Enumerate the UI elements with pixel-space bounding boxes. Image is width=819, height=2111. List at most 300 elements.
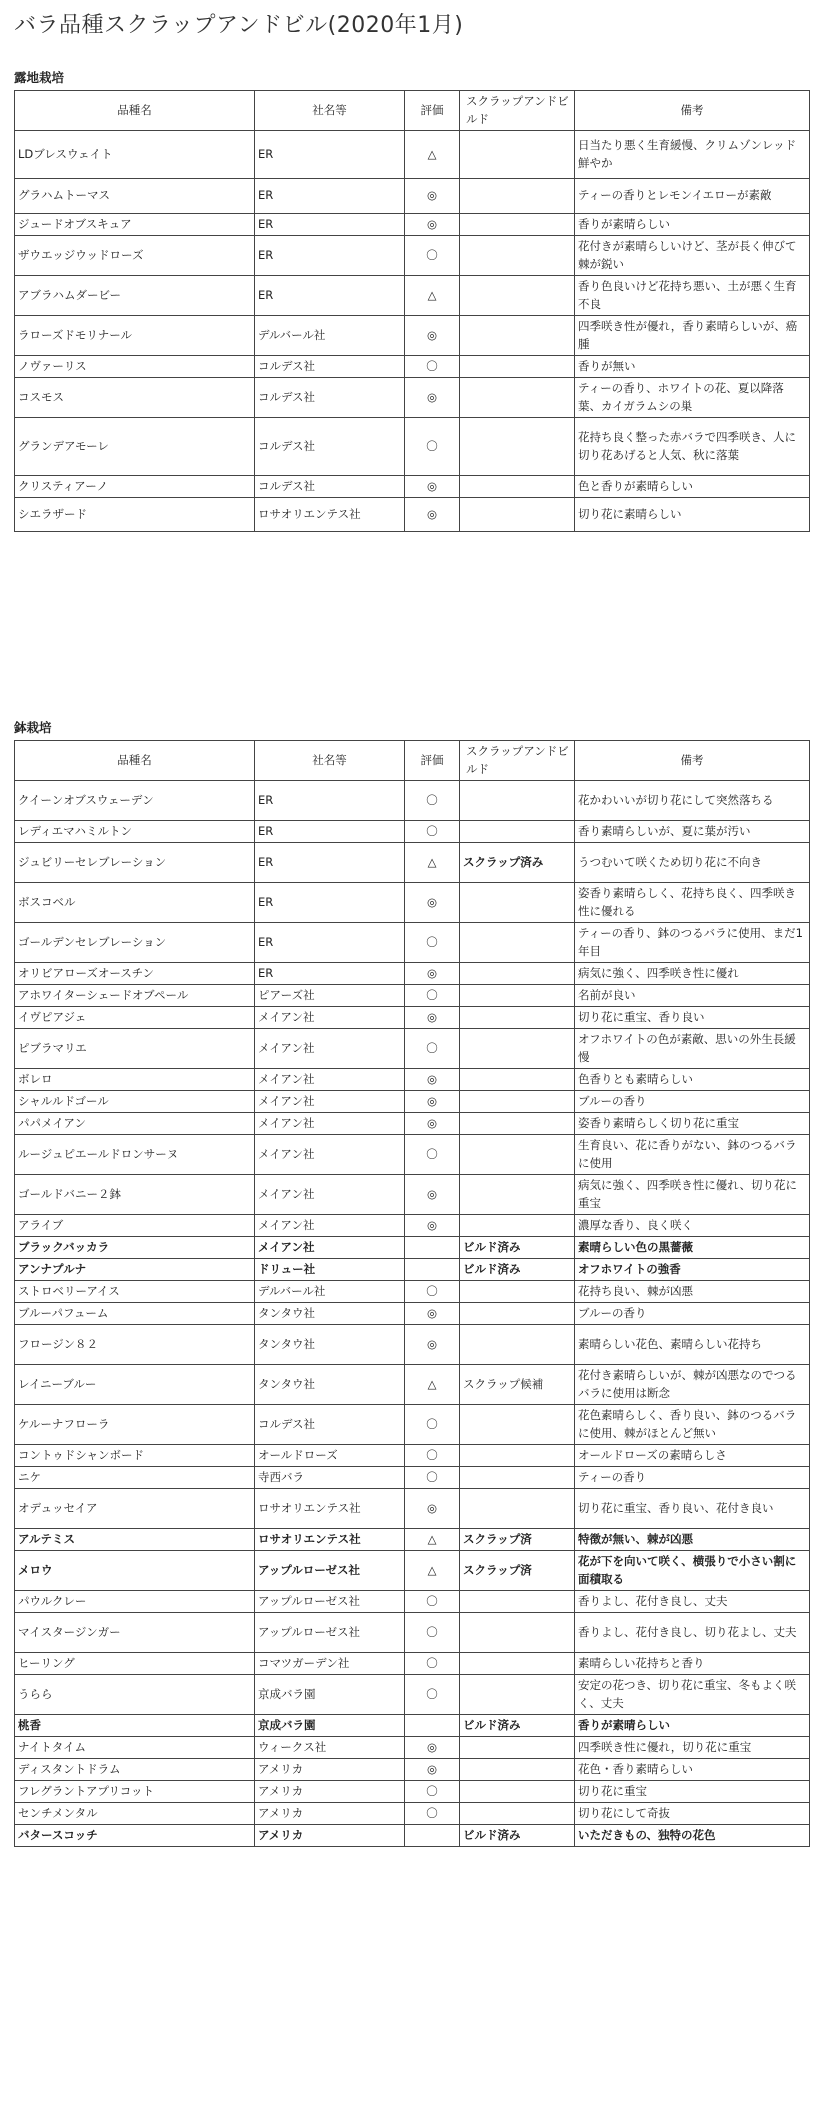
variety-name-cell: オデュッセイア [15, 1489, 255, 1529]
pot-header-row [15, 741, 810, 781]
company-cell: メイアン社 [255, 1215, 405, 1237]
note-cell: 名前が良い [575, 985, 810, 1007]
rating-cell: 〇 [405, 1653, 460, 1675]
company-cell: ER [255, 963, 405, 985]
rating-cell: ◎ [405, 1007, 460, 1029]
company-cell: ER [255, 843, 405, 883]
rating-cell: ◎ [405, 378, 460, 418]
rating-cell: △ [405, 276, 460, 316]
rating-cell: ◎ [405, 1759, 460, 1781]
table-row [15, 883, 810, 923]
note-cell: 切り花にして奇抜 [575, 1803, 810, 1825]
variety-name-cell: メロウ [15, 1551, 255, 1591]
note-cell: 花付き素晴らしいが、棘が凶悪なのでつるバラに使用は断念 [575, 1365, 810, 1405]
variety-name-cell: ボスコベル [15, 883, 255, 923]
scrap-build-cell [460, 1781, 575, 1803]
header-scrap-build: スクラップアンドビルド [460, 741, 575, 781]
table-row [15, 356, 810, 378]
rating-cell: ◎ [405, 179, 460, 214]
note-cell: 特徴が無い、棘が凶悪 [575, 1529, 810, 1551]
company-cell: メイアン社 [255, 1237, 405, 1259]
note-cell: 病気に強く、四季咲き性に優れ、切り花に重宝 [575, 1175, 810, 1215]
rating-cell: ◎ [405, 1175, 460, 1215]
company-cell: ドリュー社 [255, 1259, 405, 1281]
company-cell: メイアン社 [255, 1175, 405, 1215]
company-cell: タンタウ社 [255, 1303, 405, 1325]
table-row [15, 179, 810, 214]
variety-name-cell: シャルルドゴール [15, 1091, 255, 1113]
rating-cell: 〇 [405, 1675, 460, 1715]
scrap-build-cell: スクラップ済 [460, 1529, 575, 1551]
scrap-build-cell [460, 1759, 575, 1781]
company-cell: ER [255, 214, 405, 236]
note-cell: ティーの香り、ホワイトの花、夏以降落葉、カイガラムシの巣 [575, 378, 810, 418]
table-row [15, 1281, 810, 1303]
rating-cell: ◎ [405, 498, 460, 532]
company-cell: アップルローゼス社 [255, 1613, 405, 1653]
table-row [15, 1325, 810, 1365]
rating-cell: 〇 [405, 356, 460, 378]
table-row [15, 1551, 810, 1591]
rating-cell: ◎ [405, 316, 460, 356]
table-row [15, 781, 810, 821]
note-cell: 香りが無い [575, 356, 810, 378]
table-row [15, 1029, 810, 1069]
variety-name-cell: ジュードオブスキュア [15, 214, 255, 236]
scrap-build-cell [460, 1325, 575, 1365]
note-cell: 病気に強く、四季咲き性に優れ [575, 963, 810, 985]
variety-name-cell: アンナプルナ [15, 1259, 255, 1281]
variety-name-cell: ニケ [15, 1467, 255, 1489]
variety-name-cell: ブルーパフューム [15, 1303, 255, 1325]
rating-cell: 〇 [405, 1029, 460, 1069]
variety-name-cell: レイニーブルー [15, 1365, 255, 1405]
rating-cell: ◎ [405, 1737, 460, 1759]
table-row [15, 131, 810, 179]
variety-name-cell: センチメンタル [15, 1803, 255, 1825]
variety-name-cell: ピブラマリエ [15, 1029, 255, 1069]
page-title: バラ品種スクラップアンドビル(2020年1月) [14, 13, 464, 38]
variety-name-cell: ヒーリング [15, 1653, 255, 1675]
note-cell: 香りよし、花付き良し、丈夫 [575, 1591, 810, 1613]
note-cell: 切り花に重宝 [575, 1781, 810, 1803]
variety-name-cell: アホワイターシェードオブペール [15, 985, 255, 1007]
scrap-build-cell [460, 821, 575, 843]
company-cell: ER [255, 923, 405, 963]
variety-name-cell: コスモス [15, 378, 255, 418]
table-row [15, 1759, 810, 1781]
scrap-build-cell [460, 1175, 575, 1215]
rating-cell: △ [405, 1529, 460, 1551]
note-cell: 素晴らしい色の黒薔薇 [575, 1237, 810, 1259]
scrap-build-cell [460, 1489, 575, 1529]
rating-cell: 〇 [405, 985, 460, 1007]
rating-cell: △ [405, 843, 460, 883]
table-row [15, 1405, 810, 1445]
note-cell: うつむいて咲くため切り花に不向き [575, 843, 810, 883]
table-row [15, 418, 810, 476]
note-cell: 香りよし、花付き良し、切り花よし、丈夫 [575, 1613, 810, 1653]
variety-name-cell: シエラザード [15, 498, 255, 532]
table-row [15, 476, 810, 498]
variety-name-cell: パパメイアン [15, 1113, 255, 1135]
table-row [15, 1653, 810, 1675]
scrap-build-cell [460, 1215, 575, 1237]
note-cell: 四季咲き性に優れ，切り花に重宝 [575, 1737, 810, 1759]
scrap-build-cell [460, 316, 575, 356]
rating-cell: 〇 [405, 1445, 460, 1467]
table-row [15, 1007, 810, 1029]
scrap-build-cell: ビルド済み [460, 1237, 575, 1259]
rating-cell: ◎ [405, 883, 460, 923]
header-note: 備考 [575, 741, 810, 781]
rating-cell: △ [405, 1365, 460, 1405]
scrap-build-cell: スクラップ済 [460, 1551, 575, 1591]
note-cell: 日当たり悪く生育緩慢、クリムゾンレッド鮮やか [575, 131, 810, 179]
table-row [15, 1135, 810, 1175]
header-company: 社名等 [255, 741, 405, 781]
rating-cell [405, 1237, 460, 1259]
company-cell: ER [255, 236, 405, 276]
scrap-build-cell [460, 131, 575, 179]
table-row [15, 923, 810, 963]
company-cell: メイアン社 [255, 1091, 405, 1113]
rating-cell: 〇 [405, 781, 460, 821]
table-row [15, 498, 810, 532]
table-row [15, 214, 810, 236]
table-row [15, 1175, 810, 1215]
variety-name-cell: イヴピアジェ [15, 1007, 255, 1029]
note-cell: 香り色良いけど花持ち悪い、土が悪く生育不良 [575, 276, 810, 316]
variety-name-cell: クリスティアーノ [15, 476, 255, 498]
variety-name-cell: パウルクレー [15, 1591, 255, 1613]
variety-name-cell: レディエマハミルトン [15, 821, 255, 843]
variety-name-cell: ゴールデンセレブレーション [15, 923, 255, 963]
scrap-build-cell [460, 1029, 575, 1069]
table-row [15, 1613, 810, 1653]
note-cell: 四季咲き性が優れ，香り素晴らしいが、癌腫 [575, 316, 810, 356]
scrap-build-cell [460, 1135, 575, 1175]
rating-cell: 〇 [405, 923, 460, 963]
variety-name-cell: ラローズドモリナール [15, 316, 255, 356]
note-cell: 切り花に素晴らしい [575, 498, 810, 532]
note-cell: 切り花に重宝、香り良い、花付き良い [575, 1489, 810, 1529]
header-rating: 評価 [405, 741, 460, 781]
company-cell: メイアン社 [255, 1029, 405, 1069]
note-cell: 色と香りが素晴らしい [575, 476, 810, 498]
scrap-build-cell: ビルド済み [460, 1715, 575, 1737]
table-row [15, 1365, 810, 1405]
variety-name-cell: ルージュピエールドロンサーヌ [15, 1135, 255, 1175]
rating-cell: 〇 [405, 1467, 460, 1489]
note-cell: いただきもの、独特の花色 [575, 1825, 810, 1847]
header-scrap-build: スクラップアンドビルド [460, 91, 575, 131]
scrap-build-cell [460, 476, 575, 498]
table-row [15, 985, 810, 1007]
variety-name-cell: アライブ [15, 1215, 255, 1237]
variety-name-cell: ザウエッジウッドローズ [15, 236, 255, 276]
table-row [15, 1825, 810, 1847]
rating-cell: 〇 [405, 1781, 460, 1803]
note-cell: 濃厚な香り、良く咲く [575, 1215, 810, 1237]
note-cell: ティーの香り [575, 1467, 810, 1489]
variety-name-cell: LDブレスウェイト [15, 131, 255, 179]
table-row [15, 378, 810, 418]
outdoor-header-row [15, 91, 810, 131]
rating-cell: ◎ [405, 214, 460, 236]
company-cell: ウィークス社 [255, 1737, 405, 1759]
variety-name-cell: コントゥドシャンボード [15, 1445, 255, 1467]
note-cell: ブルーの香り [575, 1303, 810, 1325]
rating-cell: ◎ [405, 1069, 460, 1091]
company-cell: アップルローゼス社 [255, 1591, 405, 1613]
scrap-build-cell [460, 1405, 575, 1445]
header-name: 品種名 [15, 91, 255, 131]
table-row [15, 276, 810, 316]
table-row [15, 1303, 810, 1325]
table-row [15, 1113, 810, 1135]
rating-cell [405, 1825, 460, 1847]
table-row [15, 1467, 810, 1489]
variety-name-cell: ゴールドバニー２鉢 [15, 1175, 255, 1215]
rating-cell: △ [405, 131, 460, 179]
variety-name-cell: ディスタントドラム [15, 1759, 255, 1781]
company-cell: ER [255, 276, 405, 316]
scrap-build-cell [460, 1303, 575, 1325]
company-cell: 京成バラ園 [255, 1715, 405, 1737]
note-cell: 色香りとも素晴らしい [575, 1069, 810, 1091]
table-row [15, 1237, 810, 1259]
scrap-build-cell [460, 214, 575, 236]
company-cell: ER [255, 821, 405, 843]
table-row [15, 316, 810, 356]
note-cell: 香りが素晴らしい [575, 1715, 810, 1737]
company-cell: メイアン社 [255, 1135, 405, 1175]
variety-name-cell: ボレロ [15, 1069, 255, 1091]
note-cell: オールドローズの素晴らしさ [575, 1445, 810, 1467]
scrap-build-cell [460, 1281, 575, 1303]
note-cell: 花色・香り素晴らしい [575, 1759, 810, 1781]
company-cell: メイアン社 [255, 1069, 405, 1091]
table-row [15, 1069, 810, 1091]
variety-name-cell: ブラックバッカラ [15, 1237, 255, 1259]
company-cell: デルバール社 [255, 1281, 405, 1303]
rating-cell: ◎ [405, 1215, 460, 1237]
rating-cell: △ [405, 1551, 460, 1591]
rating-cell [405, 1715, 460, 1737]
variety-name-cell: アルテミス [15, 1529, 255, 1551]
company-cell: コルデス社 [255, 1405, 405, 1445]
note-cell: 花色素晴らしく、香り良い、鉢のつるバラに使用、棘がほとんど無い [575, 1405, 810, 1445]
note-cell: 花付きが素晴らしいけど、茎が長く伸びて棘が鋭い [575, 236, 810, 276]
pot-table [14, 740, 810, 1847]
company-cell: アメリカ [255, 1825, 405, 1847]
scrap-build-cell [460, 1091, 575, 1113]
scrap-build-cell [460, 1653, 575, 1675]
company-cell: ピアーズ社 [255, 985, 405, 1007]
rating-cell: ◎ [405, 963, 460, 985]
table-row [15, 1675, 810, 1715]
scrap-build-cell: スクラップ済み [460, 843, 575, 883]
pot-section-title: 鉢栽培 [14, 720, 52, 735]
variety-name-cell: ナイトタイム [15, 1737, 255, 1759]
scrap-build-cell: スクラップ候補 [460, 1365, 575, 1405]
note-cell: ブルーの香り [575, 1091, 810, 1113]
scrap-build-cell [460, 1007, 575, 1029]
variety-name-cell: ストロベリーアイス [15, 1281, 255, 1303]
scrap-build-cell [460, 1675, 575, 1715]
note-cell: 生育良い、花に香りがない、鉢のつるバラに使用 [575, 1135, 810, 1175]
variety-name-cell: クイーンオブスウェーデン [15, 781, 255, 821]
scrap-build-cell: ビルド済み [460, 1825, 575, 1847]
note-cell: 素晴らしい花色、素晴らしい花持ち [575, 1325, 810, 1365]
table-row [15, 1259, 810, 1281]
note-cell: 姿香り素晴らしく、花持ち良く、四季咲き性に優れる [575, 883, 810, 923]
company-cell: 京成バラ園 [255, 1675, 405, 1715]
scrap-build-cell [460, 1445, 575, 1467]
company-cell: アメリカ [255, 1759, 405, 1781]
header-name: 品種名 [15, 741, 255, 781]
table-row [15, 236, 810, 276]
table-row [15, 1591, 810, 1613]
scrap-build-cell [460, 276, 575, 316]
scrap-build-cell [460, 1613, 575, 1653]
company-cell: コマツガーデン社 [255, 1653, 405, 1675]
outdoor-table [14, 90, 810, 532]
rating-cell: 〇 [405, 1135, 460, 1175]
variety-name-cell: うらら [15, 1675, 255, 1715]
scrap-build-cell [460, 1467, 575, 1489]
rating-cell: ◎ [405, 476, 460, 498]
rating-cell: 〇 [405, 1613, 460, 1653]
company-cell: メイアン社 [255, 1113, 405, 1135]
scrap-build-cell [460, 498, 575, 532]
table-row [15, 1529, 810, 1551]
header-company: 社名等 [255, 91, 405, 131]
header-note: 備考 [575, 91, 810, 131]
company-cell: ロサオリエンテス社 [255, 498, 405, 532]
scrap-build-cell [460, 1113, 575, 1135]
variety-name-cell: グラハムトーマス [15, 179, 255, 214]
table-row [15, 963, 810, 985]
variety-name-cell: ジュビリーセレブレーション [15, 843, 255, 883]
company-cell: タンタウ社 [255, 1365, 405, 1405]
table-row [15, 1715, 810, 1737]
company-cell: コルデス社 [255, 378, 405, 418]
rating-cell: 〇 [405, 236, 460, 276]
company-cell: ER [255, 179, 405, 214]
company-cell: アップルローゼス社 [255, 1551, 405, 1591]
note-cell: 香りが素晴らしい [575, 214, 810, 236]
scrap-build-cell [460, 1737, 575, 1759]
company-cell: ロサオリエンテス社 [255, 1529, 405, 1551]
variety-name-cell: 桃香 [15, 1715, 255, 1737]
variety-name-cell: アブラハムダービー [15, 276, 255, 316]
note-cell: オフホワイトの強香 [575, 1259, 810, 1281]
rating-cell: 〇 [405, 821, 460, 843]
company-cell: オールドローズ [255, 1445, 405, 1467]
variety-name-cell: オリビアローズオースチン [15, 963, 255, 985]
rating-cell [405, 1259, 460, 1281]
scrap-build-cell [460, 179, 575, 214]
outdoor-table-body [15, 131, 810, 532]
company-cell: タンタウ社 [255, 1325, 405, 1365]
table-row [15, 821, 810, 843]
company-cell: メイアン社 [255, 1007, 405, 1029]
company-cell: ER [255, 131, 405, 179]
note-cell: 花が下を向いて咲く、横張りで小さい割に面積取る [575, 1551, 810, 1591]
variety-name-cell: グランデアモーレ [15, 418, 255, 476]
variety-name-cell: フロージン８２ [15, 1325, 255, 1365]
scrap-build-cell [460, 418, 575, 476]
company-cell: ER [255, 781, 405, 821]
table-row [15, 1737, 810, 1759]
company-cell: ER [255, 883, 405, 923]
note-cell: 香り素晴らしいが、夏に葉が汚い [575, 821, 810, 843]
scrap-build-cell [460, 781, 575, 821]
company-cell: コルデス社 [255, 418, 405, 476]
company-cell: コルデス社 [255, 356, 405, 378]
rating-cell: ◎ [405, 1113, 460, 1135]
rating-cell: ◎ [405, 1091, 460, 1113]
table-row [15, 1091, 810, 1113]
company-cell: ロサオリエンテス社 [255, 1489, 405, 1529]
note-cell: 花かわいいが切り花にして突然落ちる [575, 781, 810, 821]
scrap-build-cell: ビルド済み [460, 1259, 575, 1281]
scrap-build-cell [460, 378, 575, 418]
scrap-build-cell [460, 985, 575, 1007]
table-row [15, 1803, 810, 1825]
scrap-build-cell [460, 1591, 575, 1613]
note-cell: ティーの香り、鉢のつるバラに使用、まだ1年目 [575, 923, 810, 963]
company-cell: 寺西バラ [255, 1467, 405, 1489]
company-cell: アメリカ [255, 1781, 405, 1803]
scrap-build-cell [460, 963, 575, 985]
table-row [15, 1445, 810, 1467]
rating-cell: ◎ [405, 1325, 460, 1365]
pot-table-body [15, 781, 810, 1847]
variety-name-cell: ケルーナフローラ [15, 1405, 255, 1445]
rating-cell: 〇 [405, 1405, 460, 1445]
scrap-build-cell [460, 923, 575, 963]
rating-cell: ◎ [405, 1303, 460, 1325]
rating-cell: 〇 [405, 1281, 460, 1303]
scrap-build-cell [460, 356, 575, 378]
note-cell: ティーの香りとレモンイエローが素敵 [575, 179, 810, 214]
company-cell: アメリカ [255, 1803, 405, 1825]
header-rating: 評価 [405, 91, 460, 131]
variety-name-cell: マイスタージンガー [15, 1613, 255, 1653]
note-cell: 花持ち良く整った赤バラで四季咲き、人に切り花あげると人気、秋に落葉 [575, 418, 810, 476]
table-row [15, 1489, 810, 1529]
note-cell: 花持ち良い、棘が凶悪 [575, 1281, 810, 1303]
note-cell: オフホワイトの色が素敵、思いの外生長緩慢 [575, 1029, 810, 1069]
note-cell: 姿香り素晴らしく切り花に重宝 [575, 1113, 810, 1135]
rating-cell: 〇 [405, 1591, 460, 1613]
rating-cell: ◎ [405, 1489, 460, 1529]
table-row [15, 843, 810, 883]
scrap-build-cell [460, 883, 575, 923]
variety-name-cell: ノヴァーリス [15, 356, 255, 378]
rating-cell: 〇 [405, 418, 460, 476]
variety-name-cell: フレグラントアプリコット [15, 1781, 255, 1803]
company-cell: コルデス社 [255, 476, 405, 498]
note-cell: 素晴らしい花持ちと香り [575, 1653, 810, 1675]
table-row [15, 1215, 810, 1237]
scrap-build-cell [460, 236, 575, 276]
note-cell: 切り花に重宝、香り良い [575, 1007, 810, 1029]
variety-name-cell: バタースコッチ [15, 1825, 255, 1847]
